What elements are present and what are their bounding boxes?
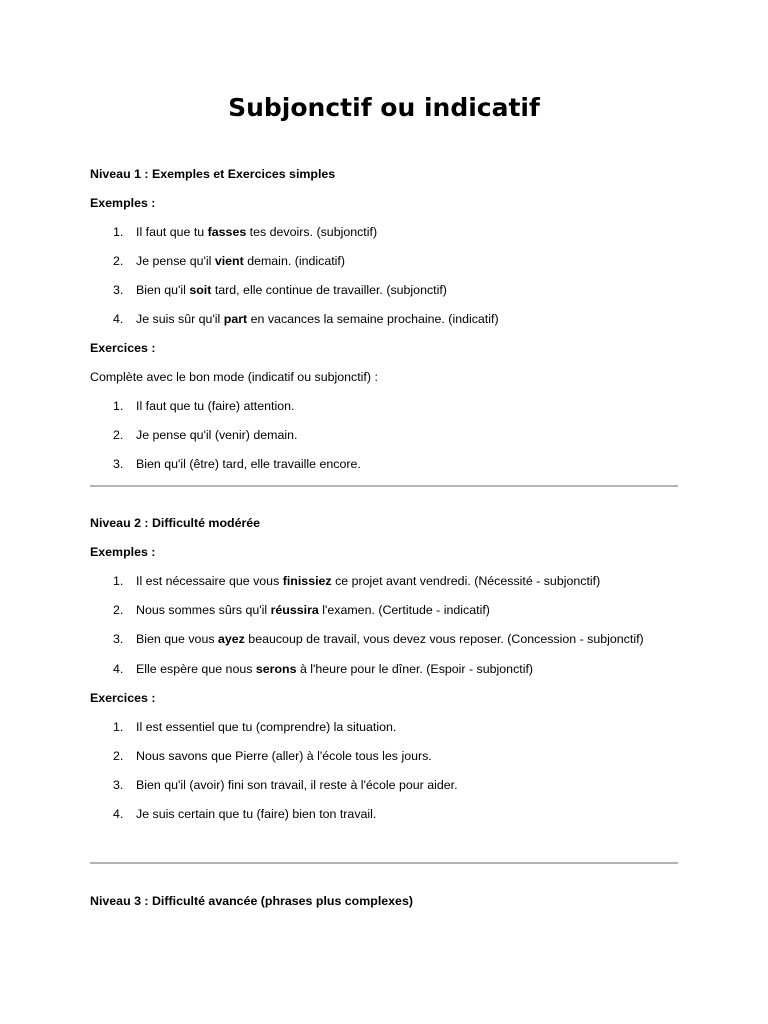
level2-example-2: Nous sommes sûrs qu'il réussira l'examen. (Certitude - indicatif) bbox=[136, 603, 490, 617]
document-title: Subjonctif ou indicatif bbox=[228, 93, 540, 122]
section-divider bbox=[90, 485, 678, 487]
level2-heading: Niveau 2 : Difficulté modérée bbox=[90, 516, 261, 530]
verb-highlight: finissiez bbox=[282, 574, 332, 588]
level1-exercise-3: Bien qu'il (être) tard, elle travaille encore. bbox=[136, 457, 361, 471]
level1-exercise-1-number: 1. bbox=[113, 399, 124, 413]
level2-exercises-label: Exercices : bbox=[90, 691, 156, 705]
level2-exercise-3-number: 3. bbox=[113, 778, 124, 792]
level1-heading: Niveau 1 : Exemples et Exercices simples bbox=[90, 167, 336, 181]
level2-exercise-1: Il est essentiel que tu (comprendre) la situation. bbox=[136, 720, 397, 734]
level1-example-3-number: 3. bbox=[113, 283, 124, 297]
level2-exercise-4-number: 4. bbox=[113, 807, 124, 821]
section-divider bbox=[90, 862, 678, 864]
level2-exercise-3: Bien qu'il (avoir) fini son travail, il reste à l'école pour aider. bbox=[136, 778, 458, 792]
verb-highlight: soit bbox=[189, 283, 212, 297]
level1-example-4: Je suis sûr qu'il part en vacances la semaine prochaine. (indicatif) bbox=[136, 312, 499, 326]
verb-highlight: part bbox=[223, 312, 248, 326]
verb-highlight: réussira bbox=[270, 603, 319, 617]
level3-heading: Niveau 3 : Difficulté avancée (phrases plus complexes) bbox=[90, 894, 413, 908]
level1-example-4-number: 4. bbox=[113, 312, 124, 326]
level2-example-4-number: 4. bbox=[113, 662, 124, 676]
verb-highlight: fasses bbox=[207, 225, 247, 239]
level1-example-2: Je pense qu'il vient demain. (indicatif) bbox=[136, 254, 345, 268]
level2-example-1-number: 1. bbox=[113, 574, 124, 588]
level1-exercise-3-number: 3. bbox=[113, 457, 124, 471]
level1-exercise-2-number: 2. bbox=[113, 428, 124, 442]
verb-highlight: ayez bbox=[217, 632, 245, 646]
level1-exercise-2: Je pense qu'il (venir) demain. bbox=[136, 428, 298, 442]
level2-exercise-4: Je suis certain que tu (faire) bien ton travail. bbox=[136, 807, 377, 821]
level1-instruction: Complète avec le bon mode (indicatif ou subjonctif) : bbox=[90, 370, 378, 384]
level2-example-2-number: 2. bbox=[113, 603, 124, 617]
level2-example-3-number: 3. bbox=[113, 632, 124, 646]
level1-examples-label: Exemples : bbox=[90, 196, 156, 210]
level2-example-1: Il est nécessaire que vous finissiez ce projet avant vendredi. (Nécessité - subjonctif) bbox=[136, 574, 601, 588]
level2-example-4: Elle espère que nous serons à l'heure pour le dîner. (Espoir - subjonctif) bbox=[136, 662, 534, 676]
verb-highlight: serons bbox=[255, 662, 297, 676]
level1-example-3: Bien qu'il soit tard, elle continue de travailler. (subjonctif) bbox=[136, 283, 447, 297]
level1-exercise-1: Il faut que tu (faire) attention. bbox=[136, 399, 295, 413]
level1-exercises-label: Exercices : bbox=[90, 341, 156, 355]
level1-example-1: Il faut que tu fasses tes devoirs. (subjonctif) bbox=[136, 225, 378, 239]
level2-exercise-1-number: 1. bbox=[113, 720, 124, 734]
level1-example-1-number: 1. bbox=[113, 225, 124, 239]
level2-exercise-2-number: 2. bbox=[113, 749, 124, 763]
level2-example-3: Bien que vous ayez beaucoup de travail, vous devez vous reposer. (Concession - subjonctif) bbox=[136, 632, 644, 646]
level1-example-2-number: 2. bbox=[113, 254, 124, 268]
level2-examples-label: Exemples : bbox=[90, 545, 156, 559]
verb-highlight: vient bbox=[214, 254, 244, 268]
level2-exercise-2: Nous savons que Pierre (aller) à l'école tous les jours. bbox=[136, 749, 432, 763]
